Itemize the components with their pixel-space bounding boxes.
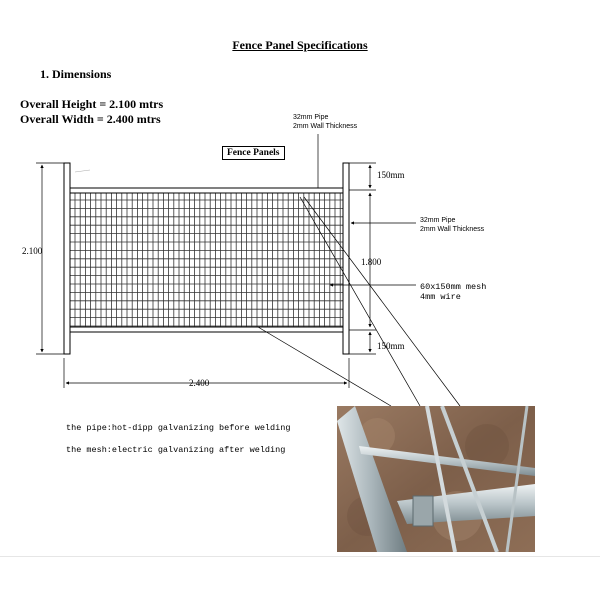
page-title: Fence Panel Specifications [232,38,368,52]
note-mesh: the mesh:electric galvanizing after welding [66,445,286,455]
dim-overall-width: 2.400 [186,378,212,388]
note-pipe: the pipe:hot-dipp galvanizing before welding [66,423,291,433]
dim-bottom-gap: 150mm [377,341,405,351]
leader-photo-1 [300,197,420,406]
overall-width-text: Overall Width = 2.400 mtrs [20,112,161,126]
dim-top-gap: 150mm [377,170,405,180]
fence-panels-label: Fence Panels [222,146,285,160]
dim-inner-height: 1.800 [361,257,382,267]
mesh-grid [70,193,343,327]
overall-height-text: Overall Height = 2.100 mtrs [20,97,164,111]
leader-photo-3 [258,327,391,406]
joint-photo [337,406,535,552]
pipe-right-line1: 32mm Pipe [420,217,456,224]
dim-overall-height: 2.100 [22,246,43,256]
pipe-top-line1: 32mm Pipe [293,114,329,121]
mesh-line2: 4mm wire [420,292,461,302]
pipe-right-line2: 2mm Wall Thickness [420,226,485,233]
page-divider [0,556,600,557]
top-rail [70,188,343,193]
pipe-top-line2: 2mm Wall Thickness [293,123,358,130]
left-post [64,163,70,354]
right-post [343,163,349,354]
leader-photo-2 [304,197,460,406]
section-heading: 1. Dimensions [40,67,112,81]
bottom-rail [70,327,343,332]
mesh-line1: 60x150mm mesh [420,282,487,292]
